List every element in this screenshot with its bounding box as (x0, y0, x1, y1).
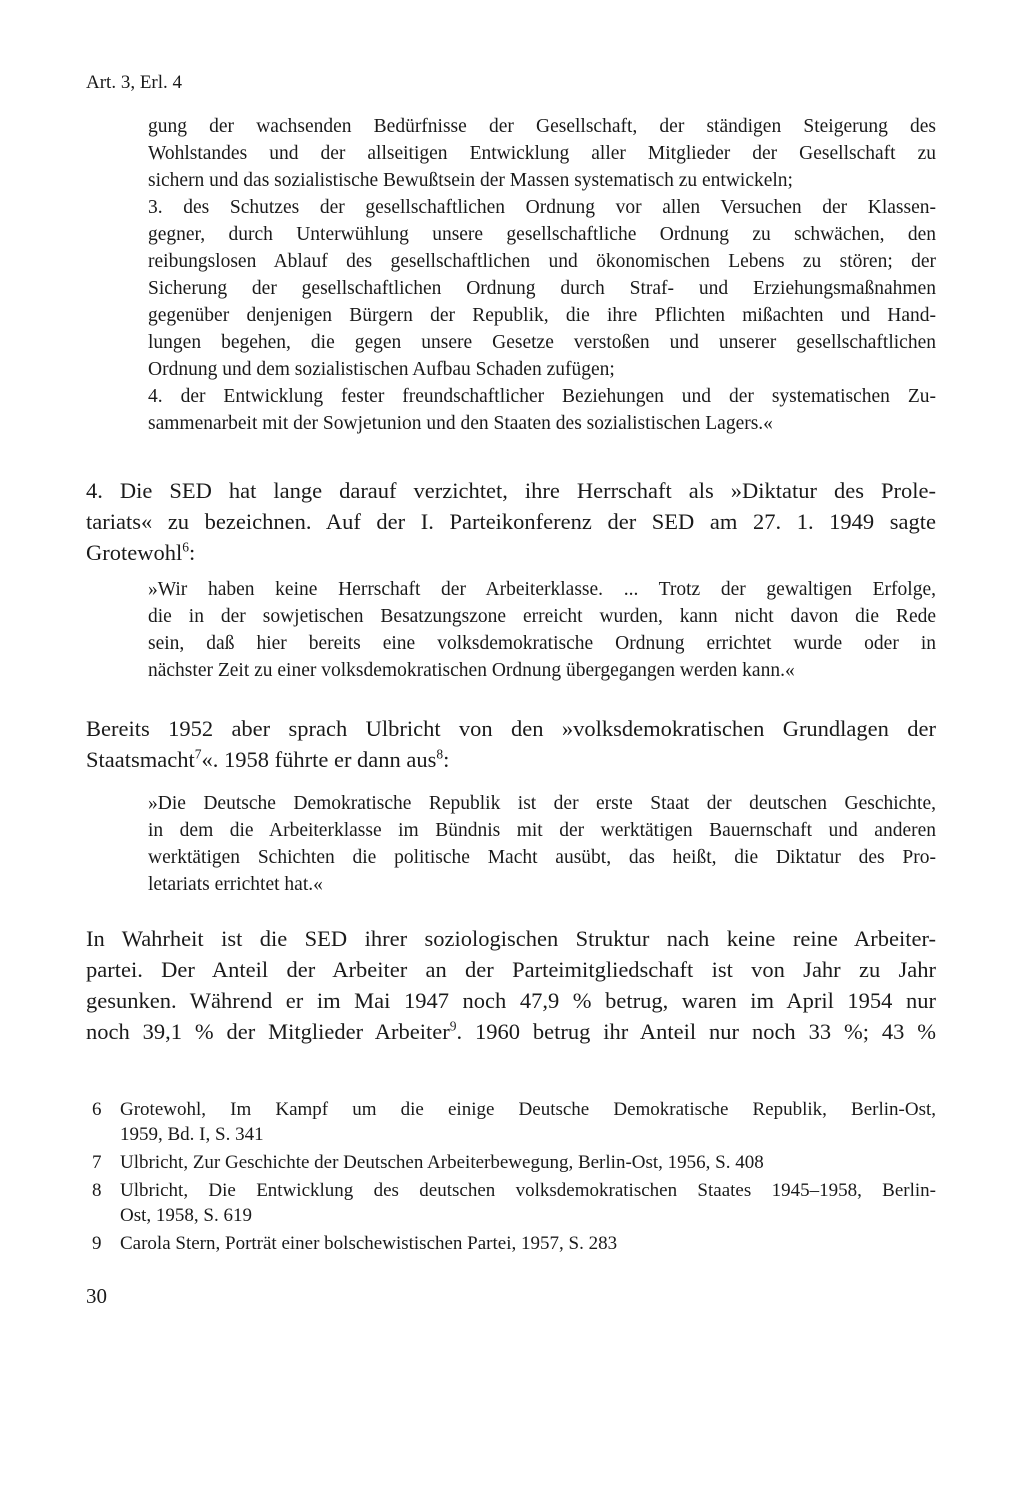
footnote-number: 8 (92, 1180, 102, 1201)
paragraph-line: tariats« zu bezeichnen. Auf der I. Parteikonferenz der SED am 27. 1. 1949 sagte (86, 509, 936, 534)
footnote-line: Ulbricht, Zur Geschichte der Deutschen Arbeiterbewegung, Berlin-Ost, 1956, S. 408 (120, 1152, 764, 1173)
quote-line: letariats errichtet hat.« (148, 874, 323, 895)
footnote-line: Carola Stern, Porträt einer bolschewistischen Partei, 1957, S. 283 (120, 1233, 618, 1254)
paragraph-wahrheit (86, 923, 936, 1047)
text-segment: noch 39,1 % der Mitglieder Arbeiter (86, 1019, 450, 1044)
quote-line: »Die Deutsche Demokratische Republik ist der erste Staat der deutschen Geschichte, (148, 793, 936, 814)
text-segment: Staatsmacht (86, 747, 195, 772)
footnote-line: 1959, Bd. I, S. 341 (120, 1124, 264, 1145)
running-head: Art. 3, Erl. 4 (86, 72, 183, 93)
quote-line: sichern und das sozialistische Bewußtsein der Massen systematisch zu entwickeln; (148, 170, 793, 191)
footnotes (86, 1097, 936, 1259)
paragraph-line (86, 537, 936, 568)
footnote-line: Grotewohl, Im Kampf um die einige Deutsche Demokratische Republik, Berlin-Ost, (120, 1099, 936, 1120)
footnote-number: 7 (92, 1152, 102, 1173)
text-segment: : (188, 540, 196, 565)
text-segment: : (443, 747, 450, 772)
quote-line: in dem die Arbeiterklasse im Bündnis mit der werktätigen Bauernschaft und anderen (148, 820, 936, 841)
quote-line: sammenarbeit mit der Sowjetunion und den Staaten des sozialistischen Lagers.« (148, 413, 773, 434)
page-number: 30 (86, 1284, 107, 1308)
quote-line: werktätigen Schichten die politische Macht ausübt, das heißt, die Diktatur des Pro- (148, 847, 936, 868)
footnote-ref-9: 9 (449, 1018, 457, 1034)
footnote-9 (86, 1231, 936, 1256)
quote-line: Sicherung der gesellschaftlichen Ordnung durch Straf- und Erziehungsmaßnahmen (148, 278, 936, 299)
paragraph-line: 4. Die SED hat lange darauf verzichtet, ihre Herrschaft als »Diktatur des Prole- (86, 478, 936, 503)
paragraph-ulbricht (86, 713, 936, 775)
footnote-number: 6 (92, 1099, 102, 1120)
paragraph-line (86, 744, 936, 775)
paragraph-line (86, 1016, 936, 1047)
footnote-7 (86, 1150, 936, 1175)
block-quote-2 (148, 576, 936, 684)
text-segment: . 1960 betrug ihr Anteil nur noch 33 %; 43 % (456, 1019, 936, 1044)
quote-line: gegenüber denjenigen Bürgern der Republik, die ihre Pflichten mißachten und Hand- (148, 305, 936, 326)
footnote-ref-7: 7 (194, 746, 202, 762)
quote-line: Ordnung und dem sozialistischen Aufbau Schaden zufügen; (148, 359, 615, 380)
footnote-line: Ulbricht, Die Entwicklung des deutschen volksdemokratischen Staates 1945–1958, Berlin- (120, 1180, 936, 1201)
footnote-ref-6: 6 (182, 539, 189, 555)
quote-line: die in der sowjetischen Besatzungszone erreicht wurden, kann nicht davon die Rede (148, 606, 936, 627)
paragraph-4 (86, 475, 936, 568)
quote-line: 3. des Schutzes der gesellschaftlichen Ordnung vor allen Versuchen der Klassen- (148, 197, 936, 218)
quote-line: sein, daß hier bereits eine volksdemokratische Ordnung errichtet wurde oder in (148, 633, 936, 654)
quote-line: 4. der Entwicklung fester freundschaftlicher Beziehungen und der systematischen Zu- (148, 386, 936, 407)
quote-line: »Wir haben keine Herrschaft der Arbeiterklasse. ... Trotz der gewaltigen Erfolge, (148, 579, 936, 600)
block-quote-1 (148, 113, 936, 437)
footnote-6 (86, 1097, 936, 1147)
paragraph-line: Bereits 1952 aber sprach Ulbricht von den »volksdemokratischen Grundlagen der (86, 716, 936, 741)
block-quote-3 (148, 790, 936, 898)
footnote-8 (86, 1178, 936, 1228)
footnote-line: Ost, 1958, S. 619 (120, 1205, 252, 1226)
quote-line: Wohlstandes und der allseitigen Entwicklung aller Mitglieder der Gesellschaft zu (148, 143, 936, 164)
paragraph-line: In Wahrheit ist die SED ihrer soziologischen Struktur nach keine reine Arbeiter- (86, 926, 936, 951)
text-segment: «. 1958 führte er dann aus (201, 747, 437, 772)
quote-line: nächster Zeit zu einer volksdemokratischen Ordnung übergegangen werden kann.« (148, 660, 795, 681)
footnote-number: 9 (92, 1233, 102, 1254)
footnote-ref-8: 8 (436, 746, 444, 762)
quote-line: reibungslosen Ablauf des gesellschaftlichen und ökonomischen Lebens zu stören; der (148, 251, 936, 272)
text-segment: Grotewohl (86, 540, 183, 565)
paragraph-line: partei. Der Anteil der Arbeiter an der Parteimitgliedschaft ist von Jahr zu Jahr (86, 957, 936, 982)
paragraph-line: gesunken. Während er im Mai 1947 noch 47,9 % betrug, waren im April 1954 nur (86, 988, 936, 1013)
quote-line: gegner, durch Unterwühlung unsere gesellschaftliche Ordnung zu schwächen, den (148, 224, 936, 245)
quote-line: gung der wachsenden Bedürfnisse der Gesellschaft, der ständigen Steigerung des (148, 116, 936, 137)
quote-line: lungen begehen, die gegen unsere Gesetze verstoßen und unserer gesellschaftlichen (148, 332, 936, 353)
